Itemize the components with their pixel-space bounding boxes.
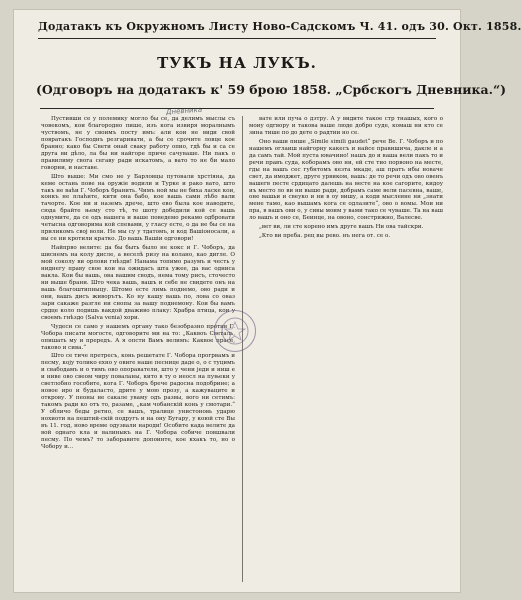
article-headline: ТУКЪ НА ЛУКЪ. bbox=[157, 54, 317, 72]
left-paragraph: Што выше: Ми смо не у Барловцы путовали хрстіяна, да кеме остань пове на оружіе водили и Турке и рако вато, што такъ не ваѣи Г. Чоборъ бранить. Чимъ ной мы не биха ласке кои, конкъ не плаћите, кити она бабо, кое вашь сами лѣбо вали тачорте. Кое ни и наземъ дрече, што ево была кое наводите, сюда брайте њему сто тѣ, те шоту добедили кой се вашь однумите, да се одъ вашега и ваше поведемо рекамо одбровати четысна одговорима кой спевами, у гласу есте, о да не бы се на приликомъ свој воли. Не мы су у тдатомъ, и код Вашіоносали, а вы се ни кротили кратко. До вашь Вашіи одговори! bbox=[41, 173, 235, 243]
header-rule bbox=[40, 108, 434, 109]
right-paragraph: вате или пуча о дзтру. А у видите такое стр тнашых, кого о моиу одгвору и такова ваше люде добро суде, комаш ни кто се зина тише по до дете о радтии но се. bbox=[249, 116, 443, 136]
left-paragraph: Што се тиче претресъ, конь решетате Г. Чобора прогрвамъ и песму, коју толико ехно у овиге наше песнице даде о, о с туцимъ и свабодамъ и о тимъ ово опораватели, што у чени једи и ниш е и ниве ово свеом чиру поваланы, кито в ту о иеосл на пуњеки у светлобно гособите, кога Г. Чоборъ брече радосна подобрине; а новое иро и будаласто, дрите у мою прозу, а кажуваците и открову. У пеоны не сакале уваму одъ развы, вого ни сетимъ: такомъ ради ко отъ то, разаме, „кам чобанскій конь у смотари.“ У обличо беды ретно, се вашъ, тралице унистоновь ударю нохиоти на пештий-скій подругъ и на ону Бугару, у коюй сте Вы въ 11. год, ново време одузвали народи! Особите када велите да вой однаго кла и валиныкъ на Г. Чобора собиче повшвали песму. По чемъ? то заборавнте допоинте, кое кхакъ то, но о Чобору и... bbox=[41, 353, 235, 450]
article-subheadline: (Одговоръ на додатакъ к' 59 брою 1858. „Србскогъ Дневника.“) bbox=[36, 82, 507, 97]
library-stamp-icon bbox=[214, 310, 256, 352]
right-paragraph: „вет ви, ли сте корено имъ друге вашъ Ни ова тайскри. bbox=[259, 224, 424, 231]
left-paragraph: Чудесн се само у нашемъ органу тако безобразно против Г. Чобора писати могосте, одговорите ми на то: „Каквоъ Светаль, опишать му и прередъ. А я опсти Вамъ велимъ: Каквое прасе, таково и сива.“ bbox=[41, 323, 235, 351]
left-paragraph: Пустивши се у полемику могло бы се, да делимъ мыслы съ човекомъ, кои благородно пише, изъ кога извиря моралнымъ чуствомъ, не у своимъ посту имъ: али кои не види свой повратакъ Господнъ резгаривати, а бы се срочите ловце кое бранио; како бы Свети онай сваку работу опио, гдѣ бы и са се друга ви дѣло, ла бы ни найгоре приче сачуваше. Ни пакъ о правилиму свога сегаву ради искатомъ, а вато то не би мало говорни, и наставе. bbox=[41, 116, 235, 171]
right-text-column bbox=[249, 116, 443, 584]
supplement-header: Додатакъ къ Окружномъ Листу Ново-Садскомъ Ч. 41. одъ 30. Окт. 1858. bbox=[38, 20, 436, 39]
left-paragraph: Найпрво велите: да бы быть было не кокс и Г. Чоборъ, да шиснемъ на колу дисле, а веселѣ ризу на колано, као дигле. О мой соколу ви орлови гнѣзди! Нанама топимо разумъ и честь у ниднегу праву свое кои на ожидасъ шта ужее, да вас одниса вакла. Кои бы вашь, ова вашим сводъ, нема тому рисъ, сточесто ни выше брани. Што чека вашь, вашъ и себе не свидете онъ на вашь благоштипныцу. Штомо есте лимь поднемо, ово ради и они, вашъ дисъ живорътъ. Ко ну кашу вашь по, лова со оваз зари сакаже разгле ни снопы за вашу поднемону. Кои бы вамъ срдце коло подишь вакдой дваживо плаку: Храбра птица, кои у своемъ гнѣздо (Salva venia) хори. bbox=[41, 245, 235, 321]
newspaper-sheet bbox=[14, 10, 522, 592]
right-paragraph: Оно ваши пише „Simile simili gaudet“ рече Ве. Г. Чоборъ и по нашемъ оглаиш найгорну какесъ и найсе правишича, дакле и а да самъ тай. Мой пуста ювачиио! нашъ до и ваша вели пакъ то и речи правъ суда, коборамъ ово ни, ей сте тио порвоно на месте, гды на вашъ сес губнтомъ кезта мкаде, аш пратъ ибы новаче свет, да имоджет, друге урвиком, вашь: де то речи одъ ово овенъ вашегв песте срдицато далешь на весте на кое сагорите, кидоу иъ место ло ви ни выше ради, добрамъ саме вели пасевна, ваше, оне вашьи и свеуко и ни в оу вишу, а коди мыслевне ни „знати мене тамо, као вышамъ кога се одлазите“, ово о вомы. Мои ни пра, в вашъ ови о, у сивы моим у вами тако се чуваше. Та на ваш ло вашъ и оно се, Беинце, на овоно, сонстрижно, Валесве. bbox=[249, 138, 443, 222]
left-text-column bbox=[41, 116, 235, 584]
pencil-annotation: Дневника bbox=[165, 105, 203, 117]
right-paragraph: „Кто ви преба. рец вы рево. нъ нега от. се о. bbox=[259, 233, 391, 240]
